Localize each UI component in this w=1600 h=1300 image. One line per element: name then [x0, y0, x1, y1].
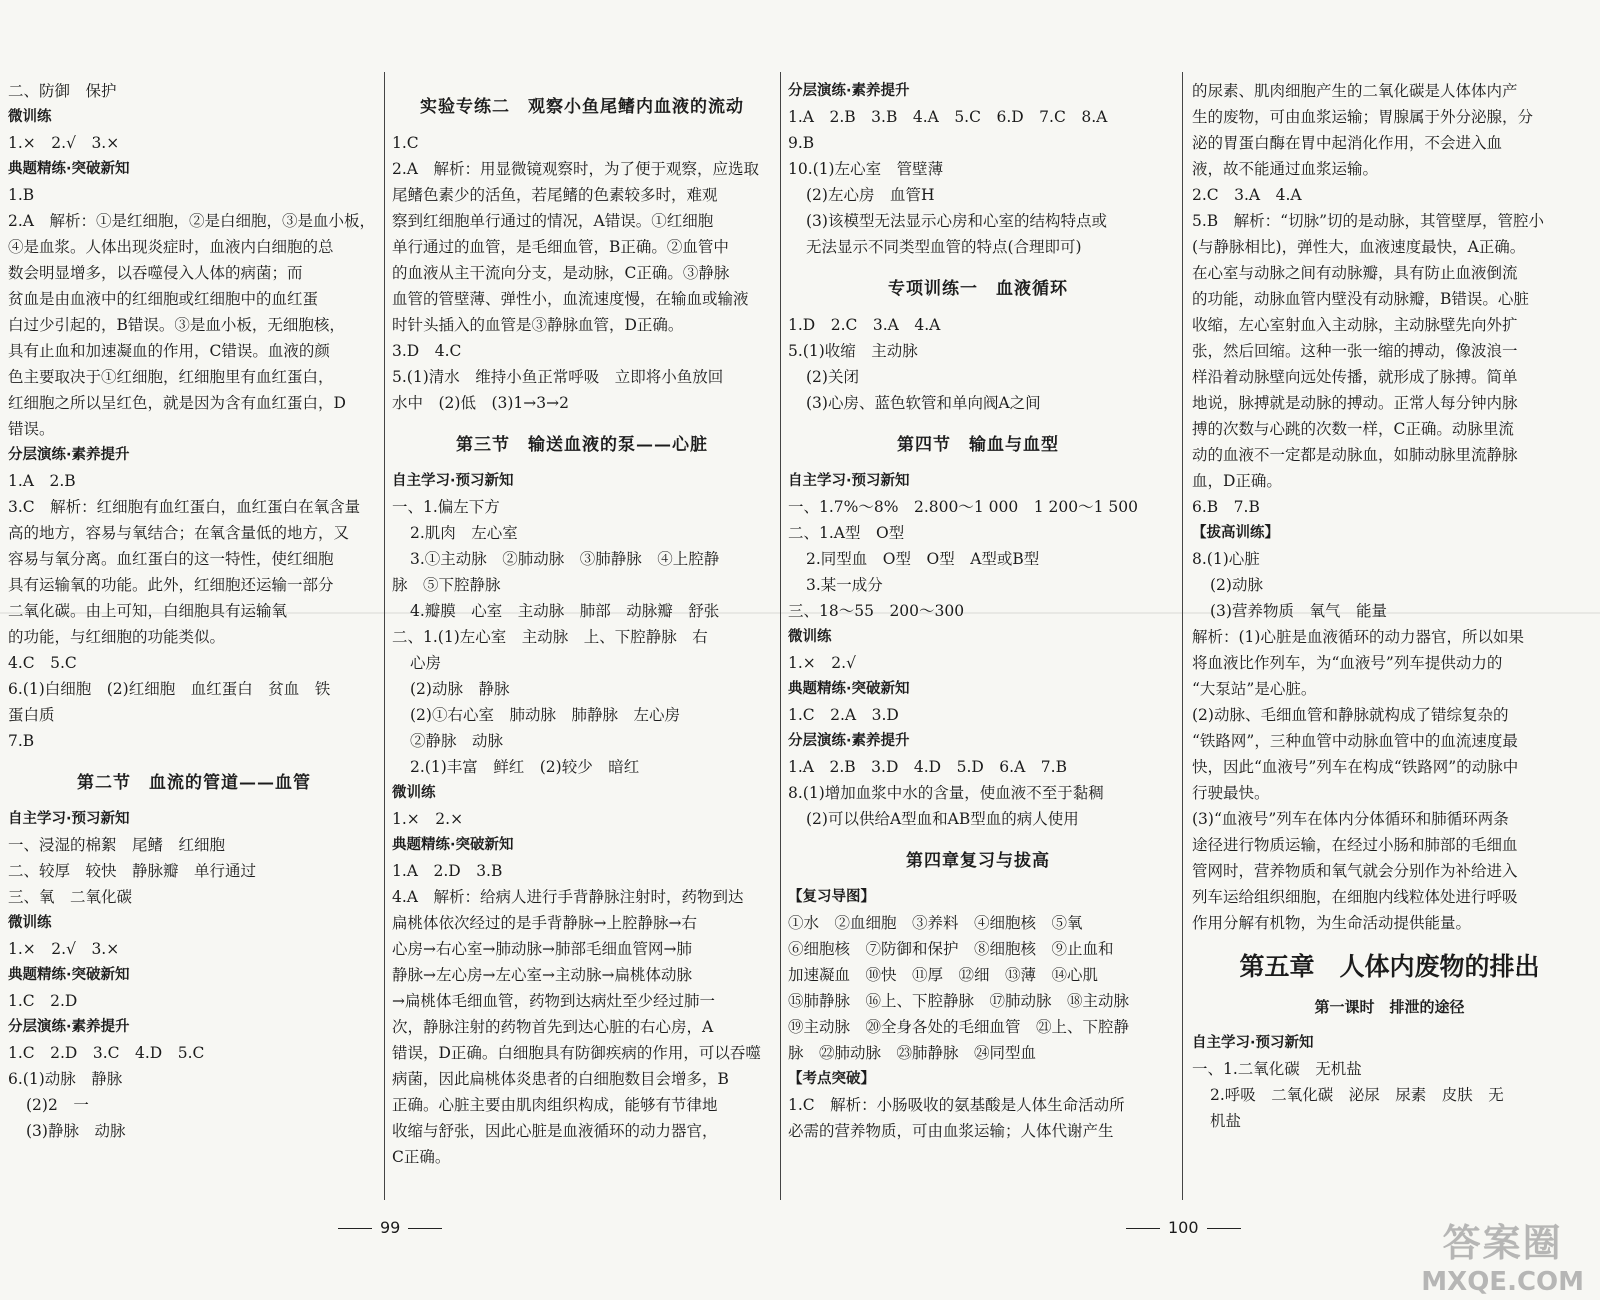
- text-line: 一、1.二氧化碳 无机盐: [1192, 1060, 1362, 1078]
- text-line: 1.× 2.×: [392, 810, 464, 828]
- text-line: (与静脉相比)，弹性大，血液速度最快，A正确。: [1192, 238, 1526, 256]
- text-line: ①水 ②血细胞 ③养料 ④细胞核 ⑤氧: [788, 914, 1083, 932]
- text-line: 必需的营养物质，可由血浆运输；人体代谢产生: [788, 1122, 1114, 1140]
- text-line: 样沿着动脉壁向远处传播，就形成了脉搏。简单: [1192, 368, 1518, 386]
- text-line: 的功能，与红细胞的功能类似。: [8, 628, 226, 646]
- indented-line: (3)该模型无法显示心房和心室的结构特点或: [806, 212, 1107, 230]
- text-line: 察到红细胞单行通过的情况，A错误。①红细胞: [392, 212, 714, 230]
- text-line: 二、1.A型 O型: [788, 524, 905, 542]
- text-line: 管网时，营养物质和氧气就会分别作为补给进入: [1192, 862, 1518, 880]
- text-line: 贫血是由血液中的红细胞或红细胞中的血红蛋: [8, 290, 319, 308]
- text-line: 1.C 2.D 3.C 4.D 5.C: [8, 1044, 205, 1062]
- text-line: ⑥细胞核 ⑦防御和保护 ⑧细胞核 ⑨止血和: [788, 940, 1114, 958]
- text-line: 8.(1)心脏: [1192, 550, 1260, 568]
- text-line: 1.C 2.D: [8, 992, 78, 1010]
- text-line: 1.A 2.B: [8, 472, 76, 490]
- text-line: 6.B 7.B: [1192, 498, 1260, 516]
- text-line: 静脉→左心房→左心室→主动脉→扁桃体动脉: [392, 966, 692, 984]
- text-line: 在心室与动脉之间有动脉瓣，具有防止血液倒流: [1192, 264, 1518, 282]
- section-title: 实验专练二 观察小鱼尾鳍内血液的流动: [420, 97, 744, 117]
- text-line: 色主要取决于①红细胞，红细胞里有血红蛋白，: [8, 368, 334, 386]
- indented-line: (2)①右心室 肺动脉 肺静脉 左心房: [410, 706, 680, 724]
- text-line: 地说，脉搏就是动脉的搏动。正常人每分钟内脉: [1192, 394, 1518, 412]
- text-line: 液，故不能通过血浆运输。: [1192, 160, 1379, 178]
- section-header: 【复习导图】: [788, 889, 875, 905]
- text-line: 二、较厚 较快 静脉瓣 单行通过: [8, 862, 257, 880]
- text-line: 时针头插入的血管是③静脉血管，D正确。: [392, 316, 684, 334]
- section-header: 微训练: [8, 915, 52, 931]
- text-line: 4.C 5.C: [8, 654, 77, 672]
- text-line: 2.C 3.A 4.A: [1192, 186, 1302, 204]
- text-line: 白过少引起的，B错误。③是血小板，无细胞核，: [8, 316, 345, 334]
- text-line: 容易与氧分离。血红蛋白的这一特性，使红细胞: [8, 550, 334, 568]
- indented-line: 2.(1)丰富 鲜红 (2)较少 暗红: [410, 758, 640, 776]
- text-line: 10.(1)左心室 管壁薄: [788, 160, 944, 178]
- indented-line: (3)营养物质 氧气 能量: [1210, 602, 1387, 620]
- text-line: 三、18～55 200～300: [788, 602, 965, 620]
- column-3: [788, 78, 1168, 1144]
- text-line: 二、1.(1)左心室 主动脉 上、下腔静脉 右: [392, 628, 708, 646]
- indented-line: (2)关闭: [806, 368, 859, 386]
- text-line: 具有运输氧的功能。此外，红细胞还运输一部分: [8, 576, 334, 594]
- indented-line: ②静脉 动脉: [410, 732, 504, 750]
- section-title: 第四章复习与拔高: [906, 851, 1050, 871]
- text-line: 5.B 解析：“切脉”切的是动脉，其管壁厚，管腔小: [1192, 212, 1545, 230]
- text-line: 将血液比作列车，为“血液号”列车提供动力的: [1192, 654, 1503, 672]
- text-line: 1.× 2.√: [788, 654, 856, 672]
- text-line: 1.A 2.B 3.B 4.A 5.C 6.D 7.C 8.A: [788, 108, 1108, 126]
- text-line: 水中 (2)低 (3)1→3→2: [392, 394, 569, 412]
- text-line: 数会明显增多，以吞噬侵入人体的病菌；而: [8, 264, 303, 282]
- indented-line: (2)动脉: [1210, 576, 1263, 594]
- section-title: 第四节 输血与血型: [897, 435, 1059, 455]
- indented-line: (2)可以供给A型血和AB型血的病人使用: [806, 810, 1079, 828]
- text-line: 血管的管壁薄、弹性小，血流速度慢，在输血或输液: [392, 290, 749, 308]
- text-line: 8.(1)增加血浆中水的含量，使血液不至于黏稠: [788, 784, 1104, 802]
- indented-line: 机盐: [1210, 1112, 1242, 1130]
- text-line: 一、1.偏左下方: [392, 498, 500, 516]
- text-line: 1.C: [392, 134, 419, 152]
- text-line: 7.B: [8, 732, 35, 750]
- text-line: 具有止血和加速凝血的作用，C错误。血液的颜: [8, 342, 330, 360]
- section-header: 微训练: [788, 629, 832, 645]
- text-line: 1.A 2.D 3.B: [392, 862, 503, 880]
- section-header: 【考点突破】: [788, 1071, 875, 1087]
- text-line: “大泵站”是心脏。: [1192, 680, 1317, 698]
- indented-line: (2)2 一: [26, 1096, 89, 1114]
- section-header: 自主学习·预习新知: [788, 473, 910, 489]
- section-header: 自主学习·预习新知: [1192, 1035, 1314, 1051]
- section-header: 分层演练·素养提升: [788, 733, 910, 749]
- indented-line: 心房: [410, 654, 442, 672]
- text-line: 脉 ⑤下腔静脉: [392, 576, 501, 594]
- section-header: 自主学习·预习新知: [8, 811, 130, 827]
- text-line: 1.C 解析：小肠吸收的氨基酸是人体生命活动所: [788, 1096, 1125, 1114]
- text-line: 正确。心脏主要由肌肉组织构成，能够有节律地: [392, 1096, 718, 1114]
- lesson-title: 第一课时 排泄的途径: [1314, 998, 1465, 1016]
- text-line: 作用分解有机物，为生命活动提供能量。: [1192, 914, 1472, 932]
- text-line: 一、浸湿的棉絮 尾鳍 红细胞: [8, 836, 226, 854]
- text-line: 尾鳍色素少的活鱼，若尾鳍的色素较多时，难观: [392, 186, 718, 204]
- text-line: 1.A 2.B 3.D 4.D 5.D 6.A 7.B: [788, 758, 1067, 776]
- indented-line: (3)静脉 动脉: [26, 1122, 126, 1140]
- section-header: 典题精练·突破新知: [392, 837, 514, 853]
- section-title: 第三节 输送血液的泵——心脏: [456, 435, 708, 455]
- text-line: 收缩，左心室射血入主动脉，主动脉壁先向外扩: [1192, 316, 1518, 334]
- text-line: 2.A 解析：用显微镜观察时，为了便于观察，应选取: [392, 160, 759, 178]
- text-line: 错误，D正确。白细胞具有防御疾病的作用，可以吞噬: [392, 1044, 761, 1062]
- text-line: 加速凝血 ⑩快 ⑪厚 ⑫细 ⑬薄 ⑭心肌: [788, 966, 1099, 984]
- text-line: 错误。: [8, 420, 55, 438]
- text-line: 1.× 2.√ 3.×: [8, 940, 120, 958]
- text-line: 病菌，因此扁桃体炎患者的白细胞数目会增多，B: [392, 1070, 729, 1088]
- section-header: 【拔高训练】: [1192, 525, 1279, 541]
- watermark-logo: 答案圈 MXQE.COM: [1421, 1221, 1584, 1297]
- text-line: 一、1.7%～8% 2.800～1 000 1 200～1 500: [788, 498, 1138, 516]
- column-divider: [384, 72, 385, 1200]
- section-header: 典题精练·突破新知: [8, 967, 130, 983]
- text-line: 行驶最快。: [1192, 784, 1270, 802]
- text-line: →扁桃体毛细血管，药物到达病灶至少经过肺一: [392, 992, 715, 1010]
- indented-line: 2.同型血 O型 O型 A型或B型: [806, 550, 1040, 568]
- text-line: 5.(1)清水 维持小鱼正常呼吸 立即将小鱼放回: [392, 368, 724, 386]
- text-line: 1.D 2.C 3.A 4.A: [788, 316, 941, 334]
- text-line: 动的血液不一定都是动脉血，如肺动脉里流静脉: [1192, 446, 1518, 464]
- text-line: 红细胞之所以呈红色，就是因为含有血红蛋白，D: [8, 394, 346, 412]
- page-number-right: 100: [1118, 1218, 1249, 1237]
- indented-line: 3.某一成分: [806, 576, 883, 594]
- column-divider: [1182, 72, 1183, 1200]
- text-line: 的尿素、肌肉细胞产生的二氧化碳是人体体内产: [1192, 82, 1518, 100]
- section-header: 微训练: [392, 785, 436, 801]
- text-line: 列车运给组织细胞，在细胞内线粒体处进行呼吸: [1192, 888, 1518, 906]
- indented-line: (2)动脉 静脉: [410, 680, 510, 698]
- text-line: C正确。: [392, 1148, 451, 1166]
- chapter-title: 第五章 人体内废物的排出: [1239, 952, 1540, 981]
- text-line: ⑲主动脉 ⑳全身各处的毛细血管 ㉑上、下腔静: [788, 1018, 1130, 1036]
- text-line: (3)“血液号”列车在体内分体循环和肺循环两条: [1192, 810, 1509, 828]
- text-line: 的血液从主干流向分支，是动脉，C正确。③静脉: [392, 264, 730, 282]
- indented-line: 4.瓣膜 心室 主动脉 肺部 动脉瓣 舒张: [410, 602, 720, 620]
- text-line: 收缩与舒张，因此心脏是血液循环的动力器官，: [392, 1122, 718, 1140]
- text-line: 解析：(1)心脏是血液循环的动力器官，所以如果: [1192, 628, 1524, 646]
- text-line: 脉 ㉒肺动脉 ㉓肺静脉 ㉔同型血: [788, 1044, 1037, 1062]
- text-line: 蛋白质: [8, 706, 55, 724]
- text-line: 9.B: [788, 134, 815, 152]
- text-line: 1.× 2.√ 3.×: [8, 134, 120, 152]
- text-line: 张，然后回缩。这种一张一缩的搏动，像波浪一: [1192, 342, 1518, 360]
- text-line: 高的地方，容易与氧结合；在氧含量低的地方，又: [8, 524, 350, 542]
- text-line: 的功能，动脉血管内壁没有动脉瓣，B错误。心脏: [1192, 290, 1529, 308]
- page-number-left: 99: [330, 1218, 450, 1237]
- text-line: 2.A 解析：①是红细胞，②是白细胞，③是血小板，: [8, 212, 375, 230]
- indented-line: (3)心房、蓝色软管和单向阀A之间: [806, 394, 1041, 412]
- spine-divider: [780, 72, 781, 1200]
- text-line: 单行通过的血管，是毛细血管，B正确。②血管中: [392, 238, 729, 256]
- section-title: 专项训练一 血液循环: [888, 279, 1068, 299]
- indented-line: 3.①主动脉 ②肺动脉 ③肺静脉 ④上腔静: [410, 550, 720, 568]
- text-line: “铁路网”，三种血管中动脉血管中的血流速度最: [1192, 732, 1518, 750]
- section-header: 自主学习·预习新知: [392, 473, 514, 489]
- text-line: 血，D正确。: [1192, 472, 1282, 490]
- indented-line: 2.肌肉 左心室: [410, 524, 518, 542]
- text-line: 3.C 解析：红细胞有血红蛋白，血红蛋白在氧含量: [8, 498, 361, 516]
- text-line: 1.C 2.A 3.D: [788, 706, 899, 724]
- text-line: 生的废物，可由血浆运输；胃腺属于外分泌腺，分: [1192, 108, 1534, 126]
- text-line: 三、氧 二氧化碳: [8, 888, 133, 906]
- text-line: 搏的次数与心跳的次数一样，C正确。动脉里流: [1192, 420, 1514, 438]
- text-line: 心房→右心室→肺动脉→肺部毛细血管网→肺: [392, 940, 692, 958]
- column-1: [8, 78, 380, 1144]
- indented-line: (2)左心房 血管H: [806, 186, 935, 204]
- text-line: 4.A 解析：给病人进行手背静脉注射时，药物到达: [392, 888, 744, 906]
- text-line: 次，静脉注射的药物首先到达心脏的右心房，A: [392, 1018, 714, 1036]
- section-header: 分层演练·素养提升: [8, 1019, 130, 1035]
- text-line: 6.(1)白细胞 (2)红细胞 血红蛋白 贫血 铁: [8, 680, 331, 698]
- text-line: 二氧化碳。由上可知，白细胞具有运输氧: [8, 602, 288, 620]
- section-title: 第二节 血流的管道——血管: [77, 773, 311, 793]
- text-line: 1.B: [8, 186, 35, 204]
- section-header: 分层演练·素养提升: [8, 447, 130, 463]
- text-line: ⑮肺静脉 ⑯上、下腔静脉 ⑰肺动脉 ⑱主动脉: [788, 992, 1130, 1010]
- text-line: (2)动脉、毛细血管和静脉就构成了错综复杂的: [1192, 706, 1509, 724]
- text-line: 3.D 4.C: [392, 342, 462, 360]
- column-4: [1192, 78, 1587, 1134]
- section-header: 典题精练·突破新知: [788, 681, 910, 697]
- section-header: 微训练: [8, 109, 52, 125]
- text-line: ④是血浆。人体出现炎症时，血液内白细胞的总: [8, 238, 334, 256]
- section-header: 典题精练·突破新知: [8, 161, 130, 177]
- text-line: 快，因此“血液号”列车在构成“铁路网”的动脉中: [1192, 758, 1519, 776]
- text-line: 途径进行物质运输，在经过小肠和肺部的毛细血: [1192, 836, 1518, 854]
- indented-line: 2.呼吸 二氧化碳 泌尿 尿素 皮肤 无: [1210, 1086, 1504, 1104]
- column-2: [392, 78, 772, 1170]
- text-line: 6.(1)动脉 静脉: [8, 1070, 123, 1088]
- text-line: 二、防御 保护: [8, 82, 117, 100]
- text-line: 扁桃体依次经过的是手背静脉→上腔静脉→右: [392, 914, 697, 932]
- text-line: 泌的胃蛋白酶在胃中起消化作用，不会进入血: [1192, 134, 1503, 152]
- text-line: 5.(1)收缩 主动脉: [788, 342, 918, 360]
- indented-line: 无法显示不同类型血管的特点(合理即可): [806, 238, 1082, 256]
- section-header: 分层演练·素养提升: [788, 83, 910, 99]
